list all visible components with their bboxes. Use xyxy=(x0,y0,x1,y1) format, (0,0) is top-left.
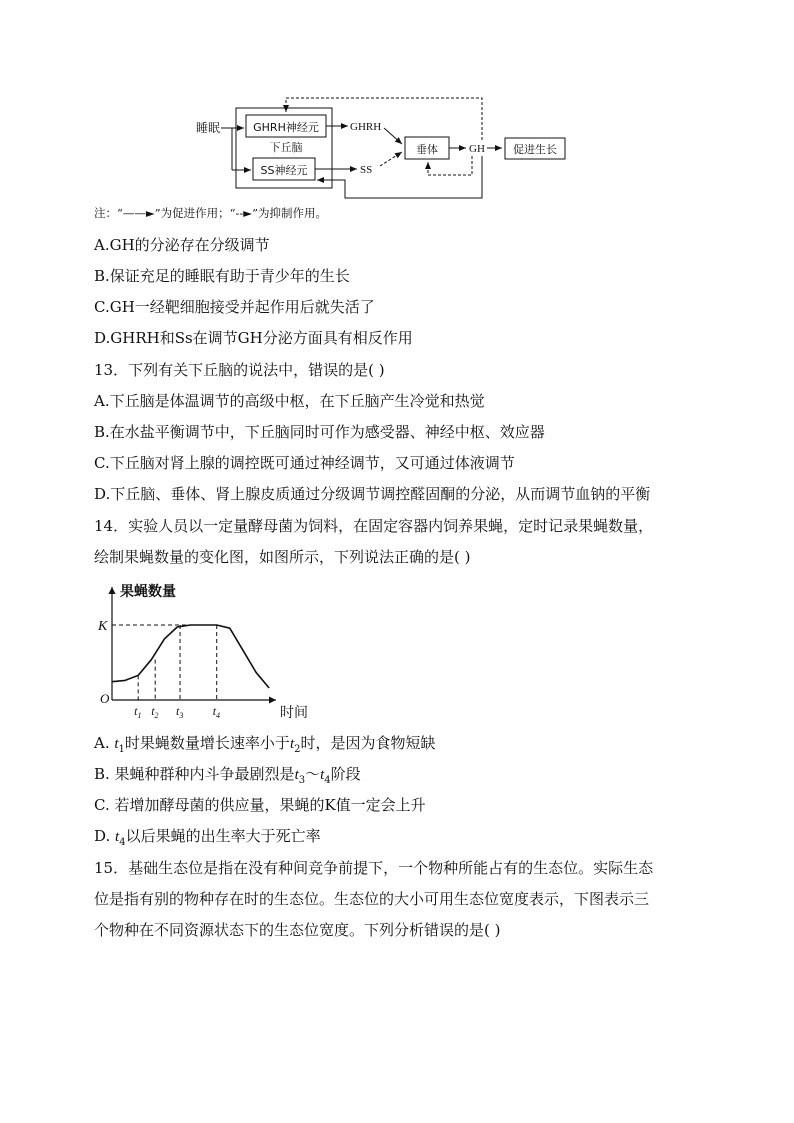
q14-option-c: C. 若增加酵母菌的供应量，果蝇的K值一定会上升 xyxy=(94,796,426,814)
pituitary-label: 垂体 xyxy=(416,143,438,156)
x-tick-label-4: $t_4$ xyxy=(212,704,221,720)
x-tick-label-3: $t_3$ xyxy=(176,704,184,720)
q14-a-t1-sub: 1 xyxy=(118,744,125,755)
promote-growth-label: 促进生长 xyxy=(513,143,557,156)
q14-a-t2: t xyxy=(289,736,295,752)
q14-b-pre: B. 果蝇种群种内斗争最剧烈是 xyxy=(94,765,295,783)
ghrh-to-pituitary-arrow xyxy=(384,128,402,144)
q14-b-t3-sub: 3 xyxy=(298,775,306,786)
q14-option-b xyxy=(94,764,361,791)
diagram-note: 注：“——►”为促进作用；“--►”为抑制作用。 xyxy=(94,206,327,220)
q13-option-d: D.下丘脑、垂体、肾上腺皮质通过分级调节调控醛固酮的分泌，从而调节血钠的平衡 xyxy=(94,485,651,503)
q14-a-t2-sub: 2 xyxy=(294,744,301,755)
q15-line1: 15．基础生态位是指在没有种间竞争前提下，一个物种所能占有的生态位。实际生态 xyxy=(94,859,654,877)
q14-d-pre: D. xyxy=(94,827,116,845)
q14-a-t1: t xyxy=(114,736,119,752)
hormone-regulation-diagram xyxy=(0,0,794,210)
origin-label: O xyxy=(100,691,110,706)
q14-option-d xyxy=(94,826,321,853)
q13-stem: 13．下列有关下丘脑的说法中，错误的是( ) xyxy=(94,361,385,379)
q14-b-post: 阶段 xyxy=(330,765,361,783)
q12-option-d: D.GHRH和Ss在调节GH分泌方面具有相反作用 xyxy=(94,329,413,347)
q14-option-a xyxy=(94,733,436,760)
ss-neuron-label: SS神经元 xyxy=(260,164,308,177)
q15-line3: 个物种在不同资源状态下的生态位宽度。下列分析错误的是( ) xyxy=(94,921,501,939)
ghrh-neuron-label: GHRH神经元 xyxy=(253,121,319,134)
q15-line2: 位是指有别的物种存在时的生态位。生态位的大小可用生态位宽度表示，下图表示三 xyxy=(94,890,650,908)
population-curve xyxy=(112,625,269,688)
q13-option-b: B.在水盐平衡调节中，下丘脑同时可作为感受器、神经中枢、效应器 xyxy=(94,423,545,441)
x-tick-label-2: $t_2$ xyxy=(151,704,159,720)
q14-stem-line2: 绘制果蝇数量的变化图，如图所示，下列说法正确的是( ) xyxy=(94,548,471,566)
q14-a-mid: 时果蝇数量增长速率小于 xyxy=(124,734,290,752)
hypothalamus-label: 下丘脑 xyxy=(269,141,303,154)
q14-d-t4: t xyxy=(115,829,120,845)
x-tick-label-1: $t_1$ xyxy=(134,704,142,720)
q14-d-post: 以后果蝇的出生率大于死亡率 xyxy=(125,827,321,845)
q14-a-post: 时，是因为食物短缺 xyxy=(300,734,436,752)
q14-a-pre: A. xyxy=(94,734,115,752)
ss-to-pituitary-arrow xyxy=(380,152,402,166)
gh-promote-ss-feedback xyxy=(317,156,482,198)
q12-option-c: C.GH一经靶细胞接受并起作用后就失活了 xyxy=(94,298,375,316)
chart-marks xyxy=(112,625,269,720)
ss-label: SS xyxy=(360,164,373,176)
q14-d-t4-sub: 4 xyxy=(119,837,126,848)
x-axis-label: 时间 xyxy=(280,705,308,721)
q14-b-t4: t xyxy=(320,767,325,783)
q13-option-a: A.下丘脑是体温调节的高级中枢，在下丘脑产生冷觉和热觉 xyxy=(94,392,485,410)
gh-label: GH xyxy=(469,143,485,155)
q12-option-b: B.保证充足的睡眠有助于青少年的生长 xyxy=(94,267,350,285)
fruitfly-population-chart xyxy=(0,575,794,725)
sleep-label: 睡眠 xyxy=(196,121,221,135)
q14-stem-line1: 14．实验人员以一定量酵母菌为饲料，在固定容器内饲养果蝇，定时记录果蝇数量， xyxy=(94,517,654,535)
y-axis-label: 果蝇数量 xyxy=(120,584,176,600)
ghrh-label: GHRH xyxy=(350,121,382,133)
q13-option-c: C.下丘脑对肾上腺的调控既可通过神经调节，又可通过体液调节 xyxy=(94,454,515,472)
q12-option-a: A.GH的分泌存在分级调节 xyxy=(94,236,270,254)
q14-b-t3: t xyxy=(294,767,299,783)
q14-b-t4-sub: 4 xyxy=(324,775,331,786)
q14-b-tilde: ～ xyxy=(305,765,321,783)
k-tick-label: K xyxy=(98,619,108,634)
